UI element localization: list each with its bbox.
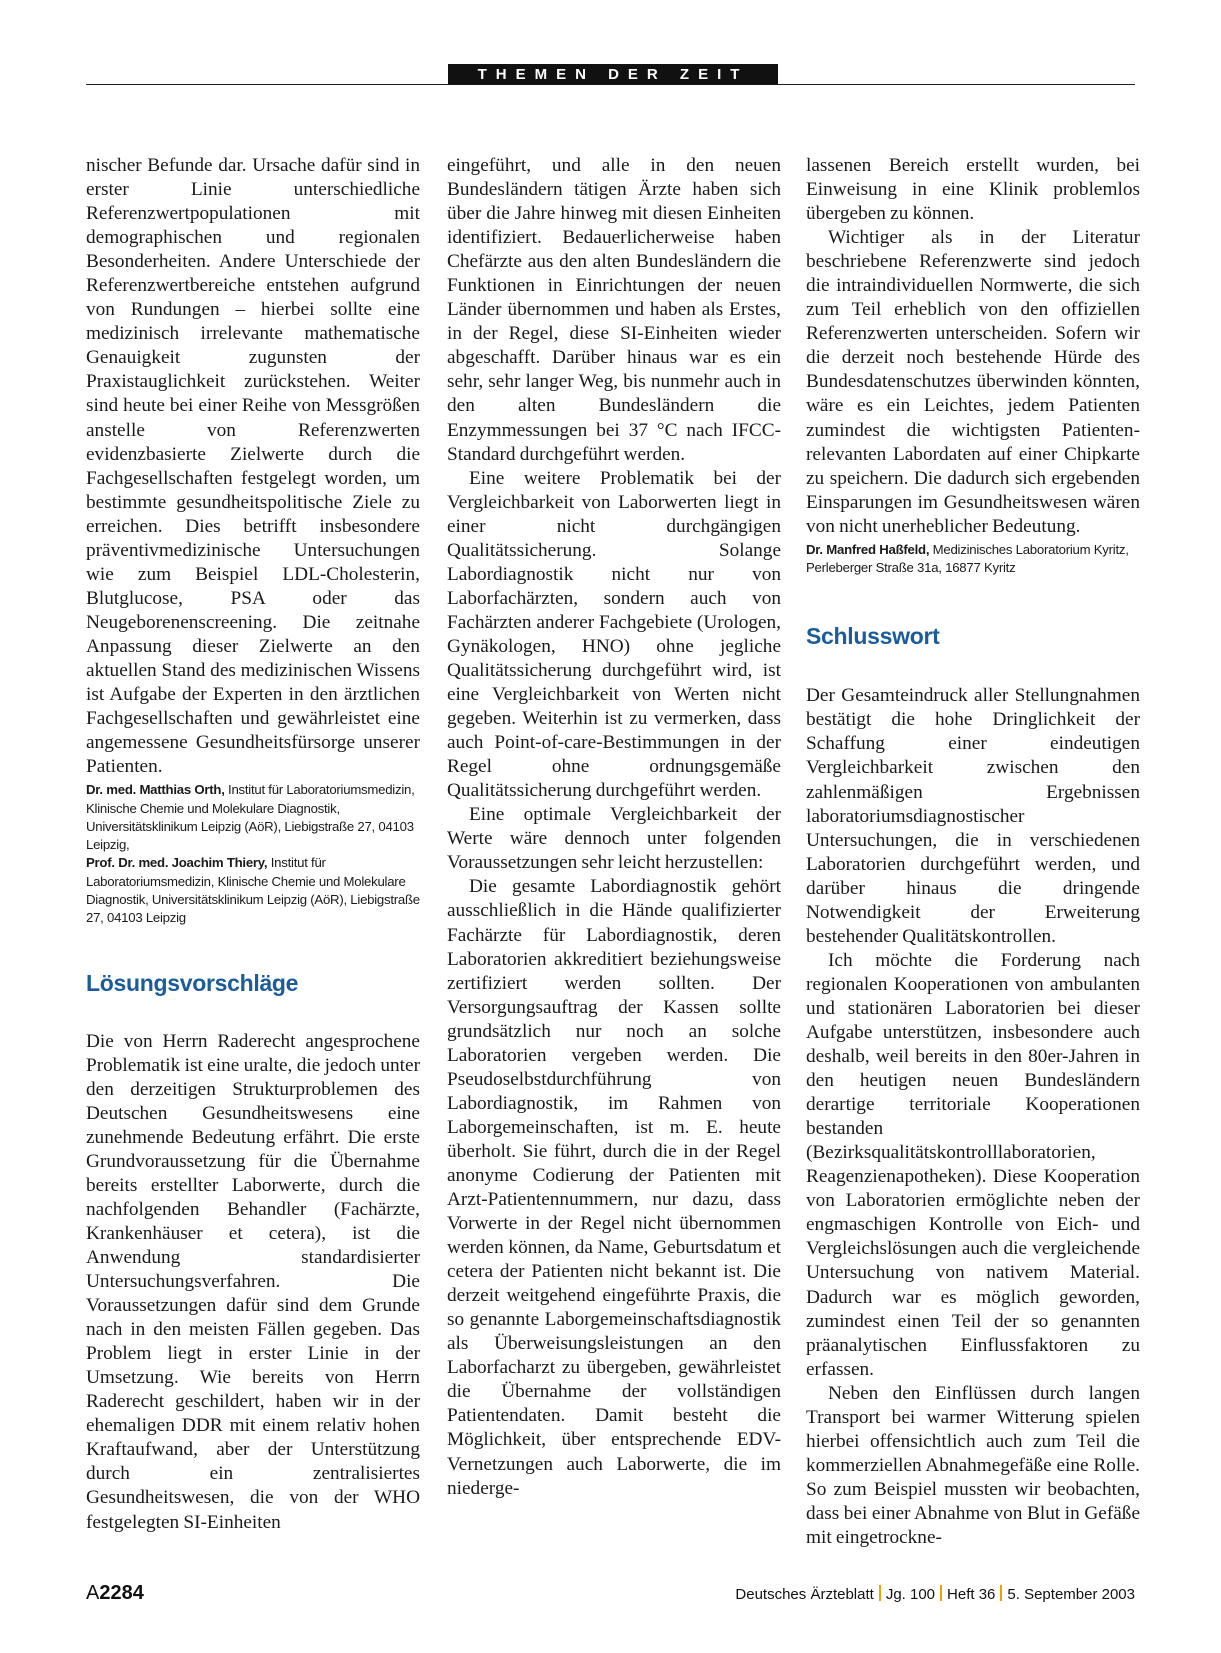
journal-date: 5. September 2003 xyxy=(1007,1586,1135,1603)
author-byline xyxy=(806,541,1140,578)
author-affiliation: Institut für Laboratoriumsmedizin, Klinische Chemie und Molekulare Diagnostik, Universitätsklinikum Leipzig (AöR), Liebigstraße 27, 04103 Leipzig, xyxy=(86,782,415,853)
paragraph: Neben den Einflüssen durch langen Transport bei warmer Witterung spielen hierbei offensichtlich auch zum Teil die kommerziellen Abnahmegefäße eine Rolle. So zum Beispiel mussten wir beobachten, dass bei einer Abnahme von Blut in Gefäße mit eingetrockne- xyxy=(806,1382,1140,1548)
column-2 xyxy=(447,154,781,1501)
author-byline xyxy=(86,854,420,927)
separator xyxy=(1000,1585,1002,1601)
paragraph: eingeführt, und alle in den neuen Bundesländern tätigen Ärzte haben sich über die Jahre hinweg mit diesen Einheiten identifiziert. Bedauerlicherweise haben Chefärzte aus den alten Bundesländern die Funktionen in Einrichtungen der neuen Länder übernommen und haben als Erstes, in der Regel, diese SI-Einheiten wieder abgeschafft. Darüber hinaus war es ein sehr, sehr langer Weg, bis nunmehr auch in den alten Bundesländern die Enzymmessungen bei 37 °C nach IFCC-Standard durchgeführt werden. xyxy=(447,155,781,465)
paragraph: Wichtiger als in der Literatur beschriebene Referenzwerte sind jedoch die intraindividuellen Normwerte, die sich zum Teil erheblich von den offiziellen Referenzwerten unterscheiden. Sofern wir die derzeit noch bestehende Hürde des Bundesdatenschutzes überwinden könnten, wäre es ein Leichtes, jedem Patienten zumindest die wichtigsten Patienten-relevanten Labordaten auf einer Chipkarte zu speichern. Die dadurch sich ergebenden Einsparungen im Gesundheitswesen wären von nicht unerheblicher Bedeutung. xyxy=(806,227,1140,537)
author-name: Dr. med. Matthias Orth, xyxy=(86,782,225,798)
column-1 xyxy=(86,154,420,1535)
paragraph: Eine weitere Problematik bei der Vergleichbarkeit von Laborwerten liegt in einer nicht durchgängigen Qualitätssicherung. Solange Labordiagnostik nicht nur von Laborfachärzten, sondern auch von Fachärzten anderer Fachgebiete (Urologen, Gynäkologen, HNO) ohne jegliche Qualitätssicherung durchgeführt wird, ist eine Vergleichbarkeit von Werten nicht gegeben. Weiterhin ist zu vermerken, dass auch Point-of-care-Bestimmungen in der Regel ohne ordnungsgemäße Qualitätssicherung durchgeführt werden. xyxy=(447,467,781,802)
separator xyxy=(940,1585,942,1601)
separator xyxy=(879,1585,881,1601)
section-label: THEMEN DER ZEIT xyxy=(448,64,778,85)
paragraph: Die von Herrn Raderecht angesprochene Problematik ist eine uralte, die jedoch unter den derzeitigen Strukturproblemen des Deutschen Gesundheitswesens eine zunehmende Bedeutung erfährt. Die erste Grundvoraussetzung für die Übernahme bereits erstellter Laborwerte, durch die nachfolgenden Behandler (Fachärzte, Krankenhäuser et cetera), ist die Anwendung standardisierter Untersuchungsverfahren. Die Voraussetzungen dafür sind dem Grunde nach in den meisten Fällen gegeben. Das Problem liegt in erster Linie in der Umsetzung. Wie bereits von Herrn Raderecht geschildert, haben wir in der ehemaligen DDR mit einem relativ hohen Kraftaufwand, aber der Unterstützung durch ein zentralisiertes Gesundheitswesen, die von der WHO festgelegten SI-Einheiten xyxy=(86,1030,420,1533)
journal-footer xyxy=(735,1585,1135,1603)
paragraph: Die gesamte Labordiagnostik gehört ausschließlich in die Hände qualifizierter Fachärzte für Labordiagnostik, deren Laboratorien akkreditiert beziehungsweise zertifiziert werden sollten. Der Versorgungsauftrag der Kassen sollte grundsätzlich nur noch an solche Laboratorien vergeben werden. Die Pseudoselbstdurchführung von Labordiagnostik, im Rahmen von Laborgemeinschaften, ist m. E. heute überholt. Sie führt, durch die in der Regel anonyme Codierung der Patienten mit Arzt-Patientennummern, nur dazu, dass Vorwerte in der Regel nicht übernommen werden können, da Name, Geburtsdatum et cetera der Patienten nicht bekannt ist. Die derzeit weitgehend eingeführte Praxis, die so genannte Laborgemeinschaftsdiagnostik als Überweisungsleistungen an den Laborfacharzt zu übergeben, gewährleistet die Übernahme der vollständigen Patientendaten. Damit besteht die Möglichkeit, über entsprechende EDV-Vernetzungen auch Laborwerte, die im niederge- xyxy=(447,876,781,1499)
author-name: Prof. Dr. med. Joachim Thiery, xyxy=(86,855,268,871)
column-3 xyxy=(806,154,1140,1550)
page-number xyxy=(86,1582,144,1605)
author-affiliation: Institut für Laboratoriumsmedizin, Klinische Chemie und Molekulare Diagnostik, Universitätsklinikum Leipzig (AöR), Liebigstraße 27, 04103 Leipzig xyxy=(86,855,420,926)
journal-volume: Jg. 100 xyxy=(885,1586,936,1603)
author-byline xyxy=(86,781,420,854)
paragraph: lassenen Bereich erstellt wurden, bei Einweisung in eine Klinik problemlos übergeben zu können. xyxy=(806,155,1140,225)
page-prefix: A xyxy=(86,1582,100,1604)
author-affiliation: Medizinisches Laboratorium Kyritz, Perleberger Straße 31a, 16877 Kyritz xyxy=(806,541,1129,576)
paragraph: Eine optimale Vergleichbarkeit der Werte wäre dennoch unter folgenden Voraussetzungen sehr leicht herzustellen: xyxy=(447,804,781,874)
journal-name: Deutsches Ärzteblatt xyxy=(735,1586,874,1603)
paragraph: nischer Befunde dar. Ursache dafür sind in erster Linie unterschiedliche Referenzwertpopulationen mit demographischen und regionalen Besonderheiten. Andere Unterschiede der Referenzwertbereiche entstehen aufgrund von Rundungen – hierbei sollte eine medizinisch irrelevante mathematische Genauigkeit zugunsten der Praxistauglichkeit zurückstehen. Weiter sind heute bei einer Reihe von Messgrößen anstelle von Referenzwerten evidenzbasierte Zielwerte durch die Fachgesellschaften festgelegt worden, um bestimmte gesundheitspolitische Ziele zu erreichen. Dies betrifft insbesondere präventivmedizinische Untersuchungen wie zum Beispiel LDL-Cholesterin, Blutglucose, PSA oder das Neugeborenenscreening. Die zeitnahe Anpassung dieser Zielwerte an den aktuellen Stand des medizinischen Wissens ist Aufgabe der Experten in den ärztlichen Fachgesellschaften und gewährleistet eine angemessene Gesundheitsfürsorge unserer Patienten. xyxy=(86,155,420,778)
paragraph: Der Gesamteindruck aller Stellungnahmen bestätigt die hohe Dringlichkeit der Schaffung einer eindeutigen Vergleichbarkeit zwischen den zahlenmäßigen Ergebnissen laboratoriumsdiagnostischer Untersuchungen, die in verschiedenen Laboratorien durchgeführt werden, und darüber hinaus die dringende Notwendigkeit der Erweiterung bestehender Qualitätskontrollen. xyxy=(806,685,1140,947)
journal-issue: Heft 36 xyxy=(947,1586,996,1603)
page-number-value: 2284 xyxy=(99,1582,144,1604)
author-name: Dr. Manfred Haßfeld, xyxy=(806,541,930,557)
paragraph: Ich möchte die Forderung nach regionalen Kooperationen von ambulanten und stationären Laboratorien bei dieser Aufgabe unterstützen, insbesondere auch deshalb, weil bereits in den 80er-Jahren in den heutigen neuen Bundesländern derartige territoriale Kooperationen bestanden (Bezirksqualitätskontrolllaboratorien, Reagenzienapotheken). Diese Kooperation von Laboratorien ermöglichte neben der engmaschigen Kontrolle von Eich- und Vergleichslösungen auch die vergleichende Untersuchung von nativem Material. Dadurch war es möglich geworden, zumindest einen Teil der so genannten präanalytischen Einflussfaktoren zu erfassen. xyxy=(806,949,1140,1380)
section-heading: Lösungsvorschläge xyxy=(86,969,299,996)
section-heading: Schlusswort xyxy=(806,623,940,650)
